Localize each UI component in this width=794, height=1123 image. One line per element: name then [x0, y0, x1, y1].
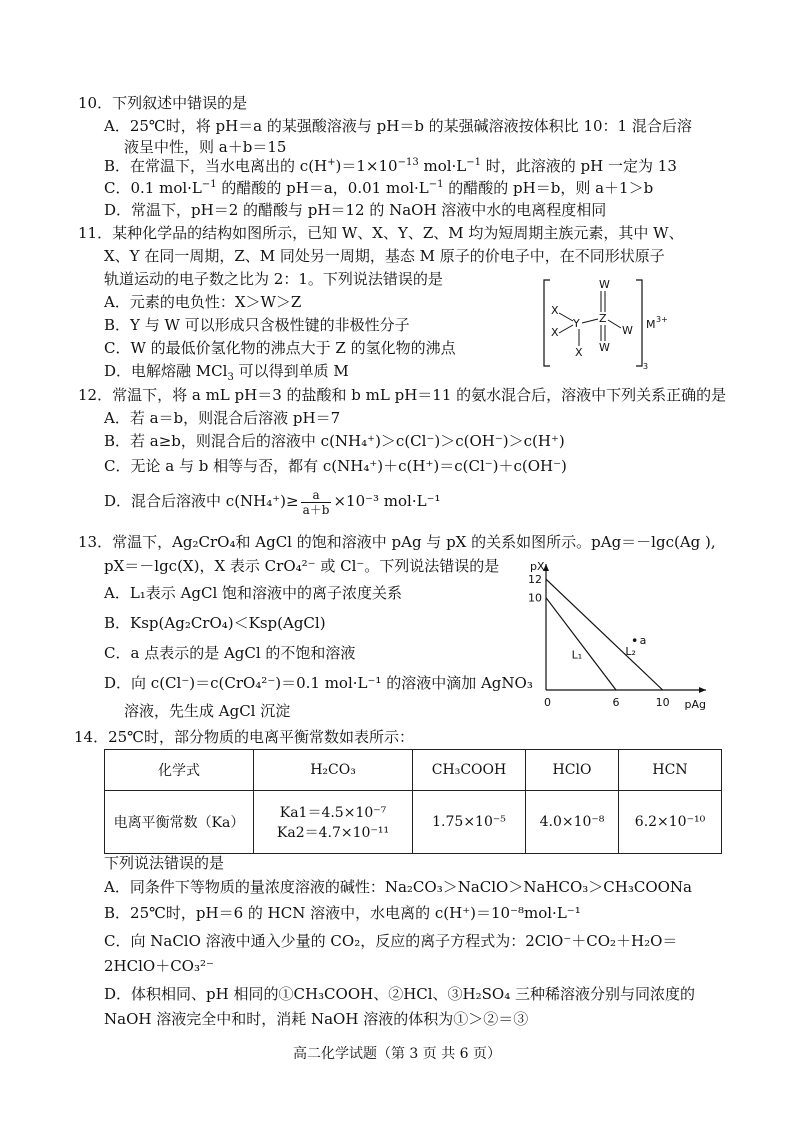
y-tick-label: 10	[528, 591, 542, 605]
q13-option-d-line2: 溶液，先生成 AgCl 沉淀	[124, 702, 291, 720]
page-footer: 高二化学试题（第 3 页 共 6 页）	[292, 1046, 502, 1062]
q14-option-c-line1: C．向 NaClO 溶液中通入少量的 CO₂，反应的离子方程式为：2ClO⁻＋CO₂＋H₂O＝	[104, 932, 678, 950]
series-label-l1: L₁	[571, 648, 583, 662]
y-tick-label: 12	[528, 573, 542, 587]
atom-y: Y	[573, 317, 580, 330]
q14-option-d-line2: NaOH 溶液完全中和时，消耗 NaOH 溶液的体积为①＞②＝③	[104, 1010, 529, 1028]
q14-stem: 14．25℃时，部分物质的电离平衡常数如表所示：	[74, 728, 414, 746]
q12-stem: 12．常温下，将 a mL pH＝3 的盐酸和 b mL pH＝11 的氨水混合后，溶液中下列关系正确的是	[78, 386, 727, 404]
right-bracket	[636, 280, 642, 366]
series-line-1	[546, 598, 616, 690]
metal-ion-charge: 3+	[656, 315, 668, 324]
x-tick-label: 6	[612, 696, 620, 709]
q13-option-b: B．Ksp(Ag₂CrO₄)＜Ksp(AgCl)	[104, 614, 326, 632]
origin-label: 0	[544, 696, 551, 709]
data-point-a	[633, 638, 637, 642]
q14-ask: 下列说法错误的是	[104, 854, 225, 872]
q13-option-a: A．L₁表示 AgCl 饱和溶液中的离子浓度关系	[104, 584, 403, 602]
series-label-l2: L₂	[625, 644, 636, 658]
q11-option-b: B．Y 与 W 可以形成只含极性键的非极性分子	[104, 316, 410, 334]
q12-option-d: D．混合后溶液中 c(NH₄⁺)≥ $\frac{a}{a+b}$ ×10⁻³ mol·L⁻¹	[104, 487, 441, 517]
q10-option-a-line1: A．25℃时，将 pH＝a 的某强酸溶液与 pH＝b 的某强碱溶液按体积比 10：1 混合后溶	[104, 117, 692, 135]
data-point-label: a	[639, 634, 647, 648]
q13-stem-line1: 13．常温下，Ag₂CrO₄和 AgCl 的饱和溶液中 pAg 与 pX 的关系如图所示。pAg＝－lgc(Ag ),	[78, 533, 716, 551]
table-cell-h2co3: Ka1＝4.5×10⁻⁷ Ka2＝4.7×10⁻¹¹	[254, 791, 413, 854]
table-header-row	[105, 750, 722, 791]
atom-w-top: W	[599, 278, 610, 291]
q11-option-a: A．元素的电负性：X＞W＞Z	[104, 293, 302, 311]
q11-stem-line2: X、Y 在同一周期，Z、M 同处另一周期，基态 M 原子的价电子中，在不同形状原子	[104, 247, 665, 265]
q11-option-c: C．W 的最低价氢化物的沸点大于 Z 的氢化物的沸点	[104, 339, 456, 357]
table-cell-hclo: 4.0×10⁻⁸	[526, 791, 619, 854]
table-header-cell: CH₃COOH	[413, 750, 526, 791]
x-axis-label: pAg	[684, 698, 706, 711]
q10-option-b: B．在常温下，当水电离出的 $c(H^+)=1\times 10^{-13}$ $mol\cdot L^{-1}$ 时，此溶液的 pH 一定为 13	[104, 157, 677, 175]
q13-stem-line2: pX＝－lgc(X)，X 表示 CrO₄²⁻ 或 Cl⁻。下列说法错误的是	[104, 557, 500, 575]
table-header-cell: HCN	[619, 750, 722, 791]
atom-w-right: W	[622, 324, 633, 337]
bracket-subscript: 3	[643, 362, 649, 370]
q12-fraction: $\frac{a}{a+b}$	[302, 487, 330, 517]
table-header-cell: H₂CO₃	[254, 750, 413, 791]
y-axis-label: pX	[530, 560, 545, 573]
q12-option-b: B．若 a≥b，则混合后的溶液中 c(NH₄⁺)＞c(Cl⁻)＞c(OH⁻)＞c(H⁺)	[104, 432, 565, 450]
atom-x-bottom: X	[575, 346, 583, 359]
atom-z: Z	[599, 312, 607, 325]
table-header-cell: 化学式	[105, 750, 254, 791]
q11-stem-line1: 11．某种化学品的结构如图所示，已知 W、X、Y、Z、M 均为短周期主族元素，其中 W、	[78, 224, 684, 242]
left-bracket	[544, 280, 550, 366]
x-axis-arrow	[699, 687, 706, 693]
pag-px-chart	[518, 558, 718, 716]
q11-option-d: D．电解熔融 MCl$_3$ 可以得到单质 M	[104, 362, 349, 383]
atom-x-lower: X	[551, 326, 559, 339]
q12-option-a: A．若 a＝b，则混合后溶液 pH＝7	[104, 409, 341, 427]
atom-w-bottom: W	[599, 341, 610, 354]
q10-option-c: C．0.1 $mol\cdot L^{-1}$ 的醋酸的 pH＝a，0.01 $mol\cdot L^{-1}$ 的醋酸的 pH＝b，则 a＋1＞b	[104, 179, 654, 197]
q14-option-b: B．25℃时，pH＝6 的 HCN 溶液中，水电离的 c(H⁺)＝10⁻⁸mol·L⁻¹	[104, 904, 581, 922]
table-header-cell: HClO	[526, 750, 619, 791]
table-row-label: 电离平衡常数（Ka）	[105, 791, 254, 854]
q12-option-c: C．无论 a 与 b 相等与否，都有 c(NH₄⁺)＋c(H⁺)＝c(Cl⁻)＋c(OH⁻)	[104, 457, 567, 475]
q14-option-d-line1: D．体积相同、pH 相同的①CH₃COOH、②HCl、③H₂SO₄ 三种稀溶液分别与同浓度的	[104, 985, 696, 1003]
q10-option-d: D．常温下，pH＝2 的醋酸与 pH＝12 的 NaOH 溶液中水的电离程度相同	[104, 201, 607, 219]
q13-option-d-line1: D．向 c(Cl⁻)＝c(CrO₄²⁻)＝0.1 mol·L⁻¹ 的溶液中滴加 AgNO₃	[104, 674, 533, 692]
q11-stem-line3: 轨道运动的电子数之比为 2：1。下列说法错误的是	[104, 270, 443, 288]
bonds	[559, 291, 621, 346]
q13-option-c: C．a 点表示的是 AgCl 的不饱和溶液	[104, 644, 356, 662]
x-tick-label: 10	[655, 696, 670, 709]
molecular-structure-diagram	[540, 278, 690, 370]
table-row	[105, 791, 722, 854]
metal-ion-m: M	[646, 318, 656, 331]
table-cell-ch3cooh: 1.75×10⁻⁵	[413, 791, 526, 854]
table-cell-hcn: 6.2×10⁻¹⁰	[619, 791, 722, 854]
ka-table	[104, 749, 722, 854]
q10-stem: 10．下列叙述中错误的是	[78, 94, 248, 112]
q10-option-a-line2: 液呈中性，则 a＋b＝15	[124, 138, 287, 156]
atom-x-upper: X	[551, 304, 559, 317]
q14-option-a: A．同条件下等物质的量浓度溶液的碱性：Na₂CO₃＞NaClO＞NaHCO₃＞CH₃COONa	[104, 878, 692, 896]
q14-option-c-line2: 2HClO＋CO₃²⁻	[104, 957, 214, 975]
